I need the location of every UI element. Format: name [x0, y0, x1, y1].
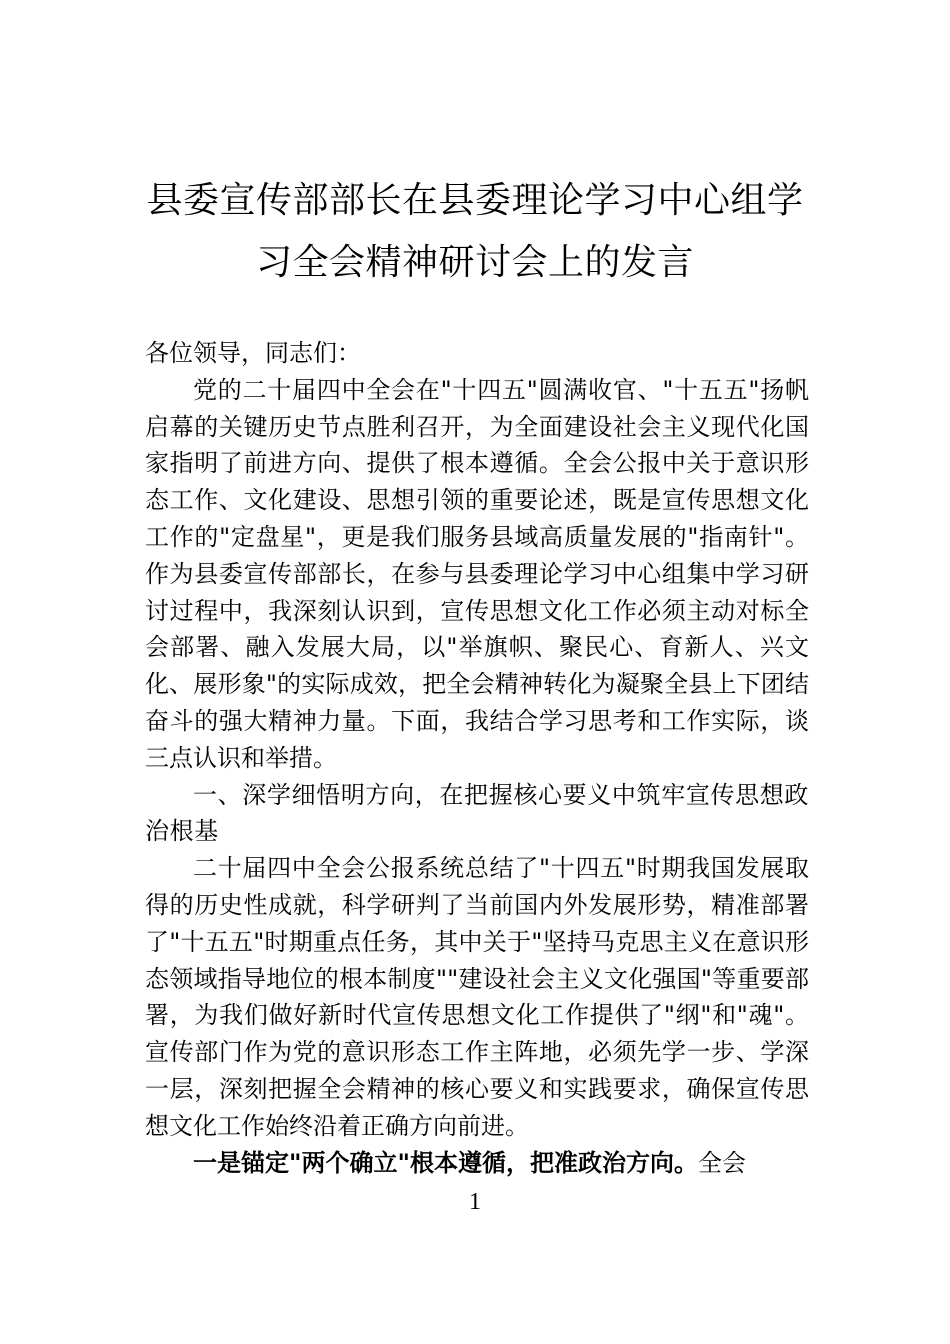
paragraph-section-1: 二十届四中全会公报系统总结了"十四五"时期我国发展取得的历史性成就，科学研判了当前国内外发展形势，精准部署了"十五五"时期重点任务，其中关于"坚持马克思主义在意识形态领域指导地位的根本制度""建设社会主义文化强国"等重要部署，为我们做好新时代宣传思想文化工作提供了"纲"和"魂"。宣传部门作为党的意识形态工作主阵地，必须先学一步、学深一层，深刻把握全会精神的核心要义和实践要求，确保宣传思想文化工作始终沿着正确方向前进。	[145, 854, 809, 1140]
point-1-heading: 一是锚定"两个确立"根本遵循，把准政治方向。	[193, 1148, 699, 1177]
title-line-2: 习全会精神研讨会上的发言	[255, 242, 694, 283]
greeting: 各位领导，同志们：	[145, 339, 361, 367]
point-1-text: 全会	[698, 1148, 747, 1177]
title-line-1: 县委宣传部部长在县委理论学习中心组学	[146, 180, 804, 221]
document-title	[140, 170, 810, 294]
document-body	[145, 335, 809, 1181]
section-heading-1: 一、深学细悟明方向，在把握核心要义中筑牢宣传思想政治根基	[145, 780, 809, 846]
paragraph-point-1	[145, 1145, 809, 1182]
page-number: 1	[469, 1189, 481, 1215]
paragraph-intro: 党的二十届四中全会在"十四五"圆满收官、"十五五"扬帆启幕的关键历史节点胜利召开，为全面建设社会主义现代化国家指明了前进方向、提供了根本遵循。全会公报中关于意识形态工作、文化建设、思想引领的重要论述，既是宣传思想文化工作的"定盘星"，更是我们服务县域高质量发展的"指南针"。作为县委宣传部部长，在参与县委理论学习中心组集中学习研讨过程中，我深刻认识到，宣传思想文化工作必须主动对标全会部署、融入发展大局，以"举旗帜、聚民心、育新人、兴文化、展形象"的实际成效，把全会精神转化为凝聚全县上下团结奋斗的强大精神力量。下面，我结合学习思考和工作实际，谈三点认识和举措。	[145, 375, 809, 772]
